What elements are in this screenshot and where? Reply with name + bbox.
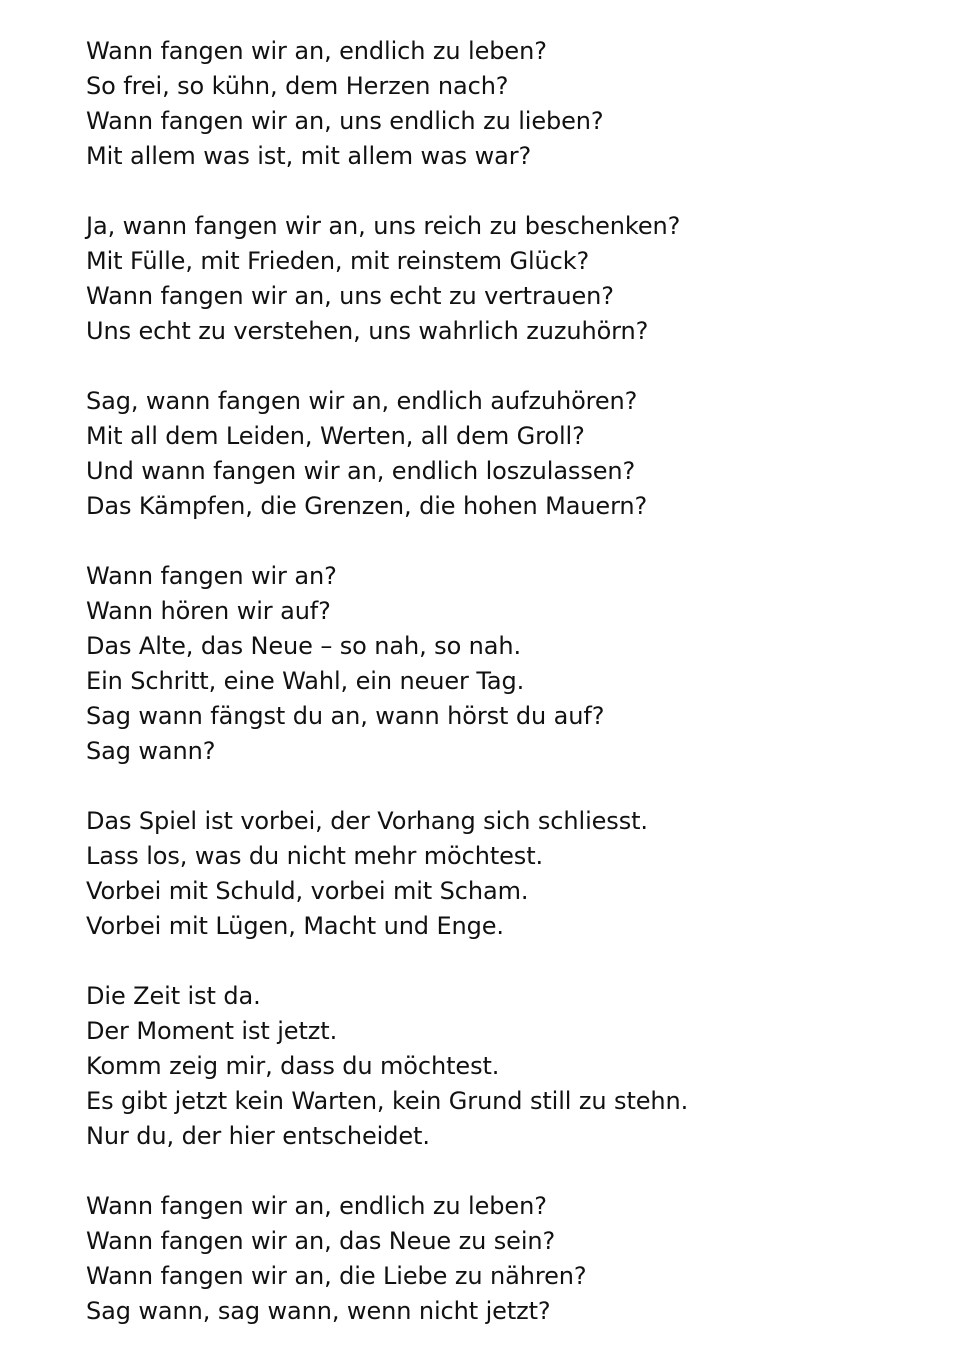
poem-document [86, 34, 688, 1364]
poem-line: Ja, wann fangen wir an, uns reich zu beschenken? [86, 212, 681, 240]
poem-line: Sag, wann fangen wir an, endlich aufzuhören? [86, 387, 638, 415]
stanza-3 [86, 384, 688, 524]
poem-line: Sag wann, sag wann, wenn nicht jetzt? [86, 1297, 551, 1325]
poem-line: Sag wann fängst du an, wann hörst du auf? [86, 702, 605, 730]
poem-line: Das Kämpfen, die Grenzen, die hohen Mauern? [86, 492, 648, 520]
poem-line: Der Moment ist jetzt. [86, 1017, 338, 1045]
poem-line: Es gibt jetzt kein Warten, kein Grund still zu stehn. [86, 1087, 689, 1115]
poem-line: Wann fangen wir an, das Neue zu sein? [86, 1227, 556, 1255]
poem-line: Wann fangen wir an? [86, 562, 337, 590]
poem-line: Mit Fülle, mit Frieden, mit reinstem Glück? [86, 247, 590, 275]
poem-line: Wann fangen wir an, endlich zu leben? [86, 37, 547, 65]
poem-line: Mit all dem Leiden, Werten, all dem Groll? [86, 422, 585, 450]
poem-line: Vorbei mit Schuld, vorbei mit Scham. [86, 877, 529, 905]
stanza-6 [86, 979, 688, 1154]
stanza-7 [86, 1189, 688, 1329]
poem-line: Lass los, was du nicht mehr möchtest. [86, 842, 544, 870]
poem-line: Wann fangen wir an, endlich zu leben? [86, 1192, 547, 1220]
poem-line: So frei, so kühn, dem Herzen nach? [86, 72, 509, 100]
poem-line: Und wann fangen wir an, endlich loszulassen? [86, 457, 636, 485]
poem-line: Das Alte, das Neue – so nah, so nah. [86, 632, 522, 660]
stanza-5 [86, 804, 688, 944]
poem-line: Das Spiel ist vorbei, der Vorhang sich schliesst. [86, 807, 648, 835]
poem-line: Ein Schritt, eine Wahl, ein neuer Tag. [86, 667, 525, 695]
poem-line: Wann fangen wir an, uns endlich zu lieben? [86, 107, 604, 135]
poem-line: Wann fangen wir an, die Liebe zu nähren? [86, 1262, 587, 1290]
poem-line: Nur du, der hier entscheidet. [86, 1122, 430, 1150]
poem-line: Vorbei mit Lügen, Macht und Enge. [86, 912, 504, 940]
poem-line: Die Zeit ist da. [86, 982, 261, 1010]
poem-line: Wann fangen wir an, uns echt zu vertrauen? [86, 282, 614, 310]
poem-line: Sag wann? [86, 737, 216, 765]
poem-line: Wann hören wir auf? [86, 597, 331, 625]
stanza-4 [86, 559, 688, 769]
poem-line: Mit allem was ist, mit allem was war? [86, 142, 532, 170]
stanza-2 [86, 209, 688, 349]
poem-line: Uns echt zu verstehen, uns wahrlich zuzuhörn? [86, 317, 649, 345]
stanza-1 [86, 34, 688, 174]
poem-line: Komm zeig mir, dass du möchtest. [86, 1052, 500, 1080]
